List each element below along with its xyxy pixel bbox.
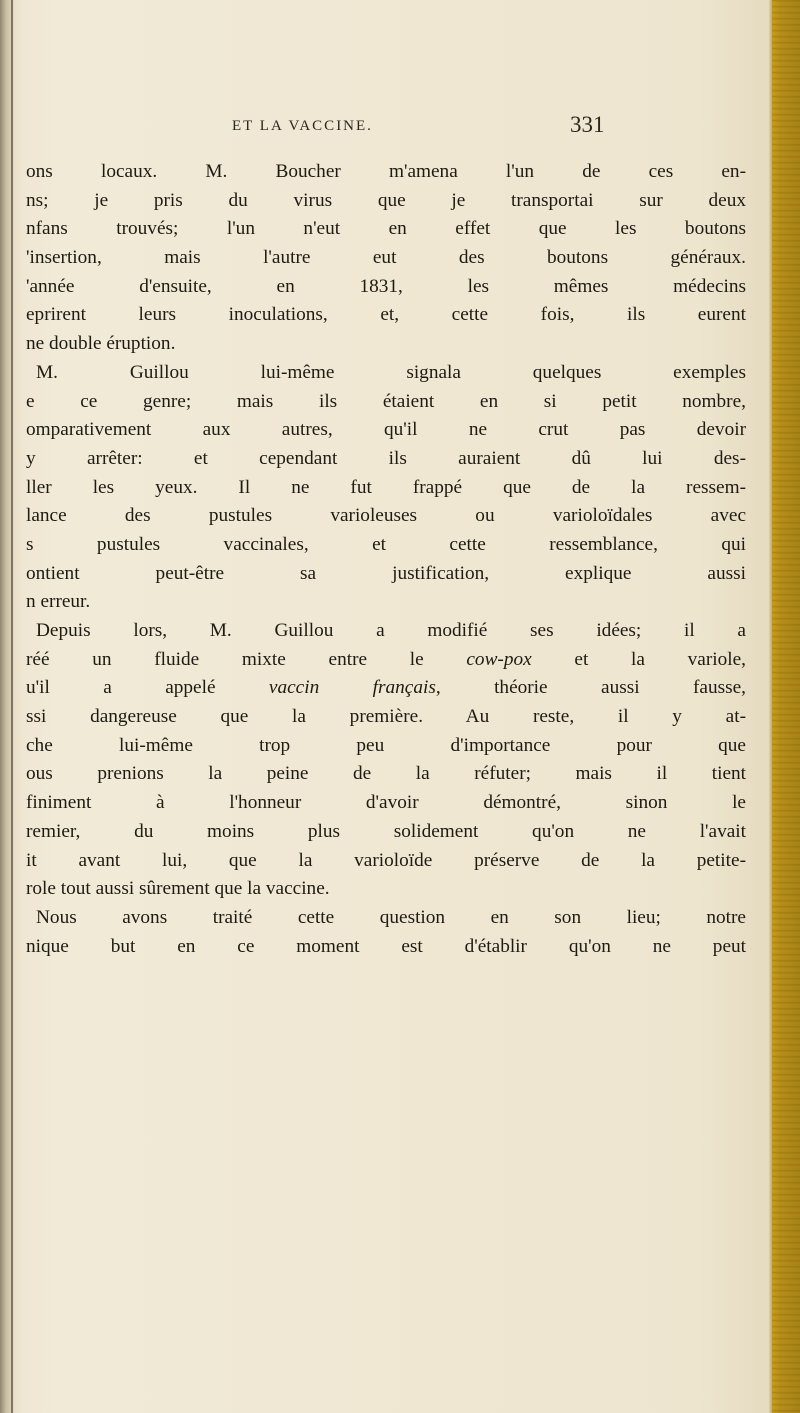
gilt-page-edge [772, 0, 800, 1413]
italic-term: cow-pox [466, 648, 532, 670]
text-line: M. Guillou lui-même signala quelques exemples [36, 361, 746, 383]
text-line: ssi dangereuse que la première. Au reste, il y at- [26, 706, 746, 728]
body-text [26, 158, 746, 961]
text-line: réé un fluide mixte entre le cow-pox et la variole, [26, 648, 746, 670]
text-line: ns; je pris du virus que je transportai sur deux [26, 189, 746, 211]
text-line: eprirent leurs inoculations, et, cette fois, ils eurent [26, 304, 746, 326]
text-line: y arrêter: et cependant ils auraient dû lui des- [26, 447, 746, 469]
text-line: Depuis lors, M. Guillou a modifié ses idées; il a [36, 620, 746, 641]
text-line: lance des pustules varioleuses ou varioloïdales avec [26, 505, 746, 527]
text-line: n erreur. [26, 591, 91, 613]
binding-edge [11, 0, 13, 1413]
text-line: remier, du moins plus solidement qu'on ne l'avait [26, 820, 746, 842]
text-line: ons locaux. M. Boucher m'amena l'un de ces en- [26, 161, 746, 182]
text-line: ller les yeux. Il ne fut frappé que de la ressem- [26, 476, 746, 498]
text-line: omparativement aux autres, qu'il ne crut pas devoir [26, 419, 746, 441]
text-line: e ce genre; mais ils étaient en si petit nombre, [26, 390, 746, 412]
page-number: 331 [570, 112, 605, 137]
text-line: ne double éruption. [26, 333, 176, 355]
italic-term: vaccin français [268, 677, 436, 699]
text-line: s pustules vaccinales, et cette ressemblance, qui [26, 533, 746, 555]
running-head: ET LA VACCINE. [232, 118, 373, 134]
text-line: Nous avons traité cette question en son lieu; notre [36, 906, 746, 928]
text-line: nique but en ce moment est d'établir qu'on ne peut [26, 935, 746, 957]
text-line: ontient peut-être sa justification, explique aussi [26, 562, 746, 584]
text-line: 'insertion, mais l'autre eut des boutons généraux. [26, 247, 746, 269]
text-line: ous prenions la peine de la réfuter; mais il tient [26, 763, 746, 785]
text-line: nfans trouvés; l'un n'eut en effet que les boutons [26, 218, 746, 240]
text-line: 'année d'ensuite, en 1831, les mêmes médecins [26, 275, 746, 297]
text-line: finiment à l'honneur d'avoir démontré, sinon le [26, 792, 746, 814]
text-line: u'il a appelé vaccin français, théorie aussi fausse, [26, 677, 746, 699]
text-line: it avant lui, que la varioloïde préserve de la petite- [26, 849, 746, 871]
text-line: role tout aussi sûrement que la vaccine. [26, 878, 330, 900]
text-line: che lui-même trop peu d'importance pour que [26, 734, 746, 756]
